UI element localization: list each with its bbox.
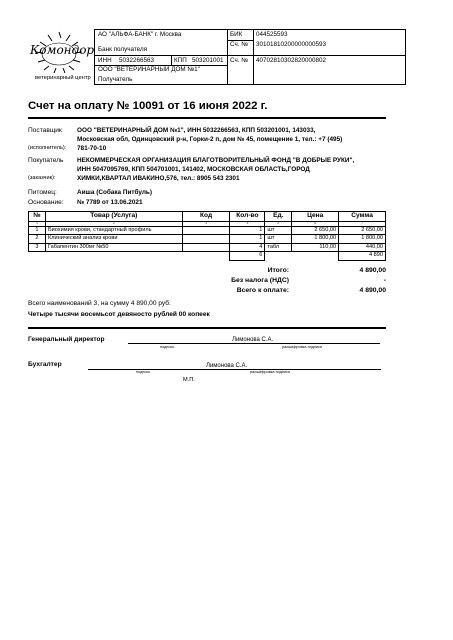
corr-account-value: 30101810200000000593 [256,41,327,48]
supplier-line-3: 781-70-10 [77,145,107,152]
recipient-name: ООО "ВЕТЕРИНАРНЫЙ ДОМ №1" [98,66,200,73]
bik-value: 044525593 [256,31,288,38]
director-sign-caption: подпись [160,345,175,349]
row-code [182,243,230,251]
bik-label: БИК [230,31,243,38]
col-header-code: Код [182,212,230,222]
table-row [29,227,386,235]
total-sum: 4 890 [339,252,386,260]
accountant-decode-caption: расшифровка подписи [250,370,291,374]
stamp-label: М.П. [183,377,195,383]
items-summary: Всего наименований 3, на сумму 4 890,00 руб. [28,300,171,307]
supplier-line-1: ООО "ВЕТЕРИНАРНЫЙ ДОМ №1", ИНН 5032266563, КПП 503201001, 143033, [77,127,316,134]
inn-value: 5032266563 [119,57,155,64]
supplier-line-2: Московская обл, Одинцовский р-н, Горки-2 п, дом № 45, помещение 1, тел.: +7 (495) [77,136,343,143]
buyer-line-2: ИНН 5047095769, КПП 504701001, 141402, МОСКОВСКАЯ ОБЛАСТЬ,ГОРОД [77,166,310,173]
row-qty: 1 [230,227,265,235]
subheader-cell: 2 [45,222,182,227]
bank-details-table [94,29,406,85]
invoice-title: Счет на оплату № 10091 от 16 июня 2022 г. [28,100,268,112]
basis-label: Основание: [28,199,64,206]
row-code [182,227,230,235]
table-row [29,235,386,243]
col-header-price: Цена [292,212,339,222]
bank-name: АО "АЛЬФА-БАНК" г. Москва [98,31,182,38]
row-num: 2 [29,235,46,243]
account-label: Сч. № [230,57,249,64]
amount-in-words: Четыре тысячи восемьсот девяносто рублей 00 копеек [28,311,210,318]
table-header-row [29,212,386,222]
director-decode-caption: расшифровка подписи [282,345,323,349]
items-table [28,211,386,261]
subheader-cell: 4 [230,222,265,227]
col-header-sum: Сумма [339,212,386,222]
subheader-cell: 6 [292,222,339,227]
corr-account-label: Сч. № [230,41,249,48]
payable-label: Всего к оплате: [236,287,289,294]
payable-value: 4 890,00 [359,287,386,294]
company-logo [28,28,95,86]
inn-label: ИНН [98,57,112,64]
subheader-cell: 7 [339,222,386,227]
row-qty: 1 [230,235,265,243]
pet-label: Питомец: [28,189,57,196]
basis-value: № 7789 от 13.06.2021 [77,199,143,206]
totals-divider [28,327,386,329]
buyer-line-3: ХИМКИ,КВАРТАЛ ИВАКИНО,576, тел.: 8905 543 2301 [77,175,240,182]
vat-label: Без налога (НДС) [231,277,289,284]
recipient-label: Получатель [98,76,133,83]
logo-script: Комондор [30,43,95,57]
subheader-cell: 5 [265,222,292,227]
total-qty: 6 [230,252,265,260]
row-code [182,235,230,243]
col-header-unit: Ед. [265,212,292,222]
vat-value: - [383,277,386,284]
accountant-sign-caption: подпись [136,370,151,374]
row-num: 3 [29,243,46,251]
subheader-cell: 1 [29,222,46,227]
supplier-sublabel: (исполнитель): [28,145,67,151]
pet-value: Аиша (Собака Питбуль) [77,189,152,196]
kpp-value: 503201001 [192,57,224,64]
row-unit: шт [265,235,292,243]
buyer-sublabel: (заказчик): [28,175,56,181]
subheader-cell: 3 [182,222,230,227]
accountant-label: Бухгалтер [28,361,62,368]
row-qty: 4 [230,243,265,251]
director-sign-line [128,343,380,344]
row-num: 1 [29,227,46,235]
accountant-name: Лимонова С.А. [206,363,248,369]
supplier-label: Поставщик [28,127,62,134]
row-sum: 2 650,00 [339,227,386,235]
director-name: Лимонова С.А. [232,337,274,343]
buyer-line-1: НЕКОММЕРЧЕСКАЯ ОРГАНИЗАЦИЯ БЛАГОТВОРИТЕЛЬНЫЙ ФОНД "В ДОБРЫЕ РУКИ", [77,157,355,164]
director-label: Генеральный директор [28,336,105,343]
row-name: Клинический анализ крови [45,235,182,243]
title-divider [28,117,386,119]
col-header-name: Товар (Услуга) [45,212,182,222]
account-value: 40702810302820000802 [256,57,327,64]
table-total-row [29,252,386,260]
buyer-label: Покупатель [28,157,64,164]
table-row [29,243,386,251]
row-name: Биохимия крови, стандартный профиль [45,227,182,235]
row-price: 110,00 [292,243,339,251]
total-value: 4 890,00 [359,267,386,274]
total-label: Итого: [267,267,289,274]
row-unit: шт [265,227,292,235]
row-sum: 1 800,00 [339,235,386,243]
row-price: 1 800,00 [292,235,339,243]
col-header-qty: Кол-во [230,212,265,222]
row-unit: табл [265,243,292,251]
kpp-label: КПП [174,57,187,64]
col-header-num: № [29,212,46,222]
logo-caption: ветеринарный центр [35,75,91,81]
row-name: Габапентин 300мг №50 [45,243,182,251]
bank-label: Банк получателя [98,46,148,53]
accountant-sign-line [88,369,381,370]
row-price: 2 650,00 [292,227,339,235]
row-sum: 440,00 [339,243,386,251]
